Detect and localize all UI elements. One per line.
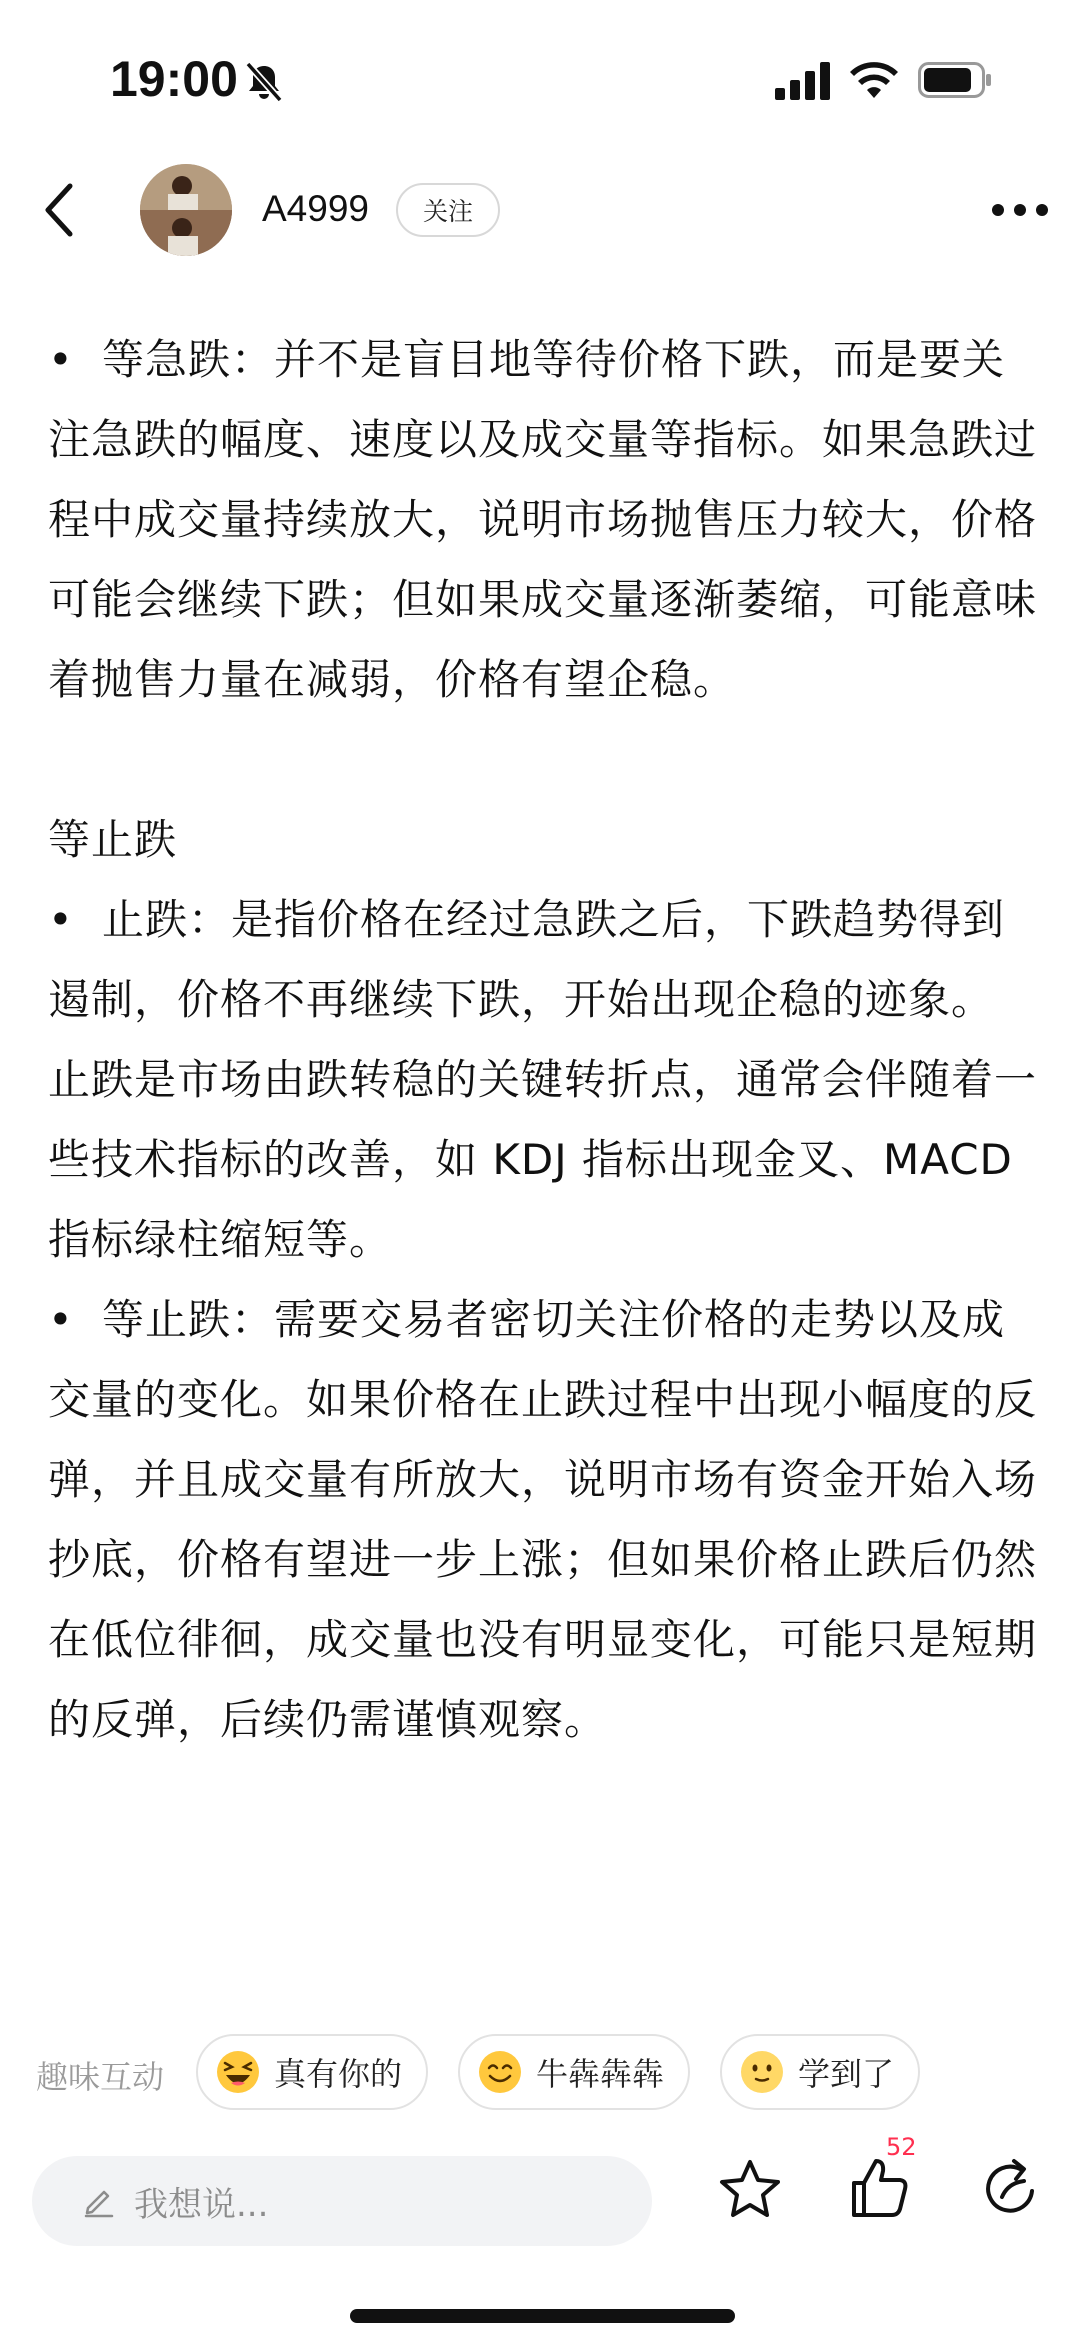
reaction-label: 牛犇犇犇	[536, 2055, 665, 2093]
squinting-laugh-emoji-icon	[216, 2050, 260, 2094]
more-options-icon[interactable]	[990, 200, 1050, 220]
like-count-badge: 52	[886, 2133, 917, 2161]
paragraph-spacer	[48, 720, 1038, 800]
avatar-photo	[140, 164, 232, 256]
status-time: 19:00	[110, 51, 238, 107]
slight-smile-emoji-icon	[740, 2050, 784, 2094]
paragraph-text: 止跌：是指价格在经过急跌之后，下跌趋势得到遏制，价格不再继续下跌，开始出现企稳的迹象。	[48, 895, 1006, 1024]
reaction-label: 真有你的	[274, 2055, 403, 2093]
author-name[interactable]: A4999	[262, 188, 369, 229]
paragraph-wait-stop-fall	[48, 1280, 1038, 1760]
pencil-icon	[82, 2184, 116, 2218]
paragraph-wait-plunge	[48, 320, 1038, 720]
bullet: •	[48, 895, 74, 944]
paragraph-stop-fall-definition	[48, 880, 1038, 1040]
follow-button[interactable]: 关注	[396, 183, 500, 237]
reaction-label: 学到了	[798, 2055, 895, 2093]
bell-muted-icon	[242, 60, 286, 104]
reaction-chip-niubenben[interactable]	[458, 2034, 690, 2110]
fun-interaction-bar	[0, 2034, 1080, 2110]
back-arrow-icon[interactable]	[40, 180, 80, 240]
bullet: •	[48, 1295, 74, 1344]
reaction-chip-xuedaole[interactable]	[720, 2034, 920, 2110]
paragraph-text: 等急跌：并不是盲目地等待价格下跌，而是要关注急跌的幅度、速度以及成交量等指标。如果急跌过程中成交量持续放大，说明市场抛售压力较大，价格可能会继续下跌；但如果成交量逐渐萎缩，可能意味着抛售力量在减弱，价格有望企稳。	[48, 335, 1038, 704]
article-body	[48, 320, 1038, 1760]
home-indicator[interactable]	[350, 2309, 735, 2323]
status-bar	[0, 0, 1080, 150]
bullet: •	[48, 335, 74, 384]
fun-interaction-label: 趣味互动	[36, 2058, 165, 2096]
reaction-chip-zhenyounide[interactable]	[196, 2034, 428, 2110]
smile-emoji-icon	[478, 2050, 522, 2094]
favorite-star-icon[interactable]	[718, 2157, 782, 2221]
like-thumb-icon[interactable]	[848, 2155, 912, 2221]
section-heading: 等止跌	[48, 815, 178, 864]
comment-input[interactable]	[32, 2156, 652, 2246]
post-header	[0, 150, 1080, 270]
comment-placeholder: 我想说...	[134, 2184, 269, 2225]
paragraph-text: 等止跌：需要交易者密切关注价格的走势以及成交量的变化。如果价格在止跌过程中出现小幅度的反弹，并且成交量有所放大，说明市场有资金开始入场抄底，价格有望进一步上涨；但如果价格止跌后仍然在低位徘徊，成交量也没有明显变化，可能只是短期的反弹，后续仍需谨慎观察。	[48, 1295, 1038, 1744]
author-avatar[interactable]	[140, 164, 232, 256]
cellular-signal-icon	[775, 62, 831, 100]
wifi-icon	[850, 60, 898, 100]
share-icon[interactable]	[980, 2157, 1044, 2221]
battery-icon	[918, 62, 992, 98]
paragraph-turning-point: 止跌是市场由跌转稳的关键转折点，通常会伴随着一些技术指标的改善，如 KDJ 指标出现金叉、MACD 指标绿柱缩短等。	[48, 1055, 1038, 1264]
